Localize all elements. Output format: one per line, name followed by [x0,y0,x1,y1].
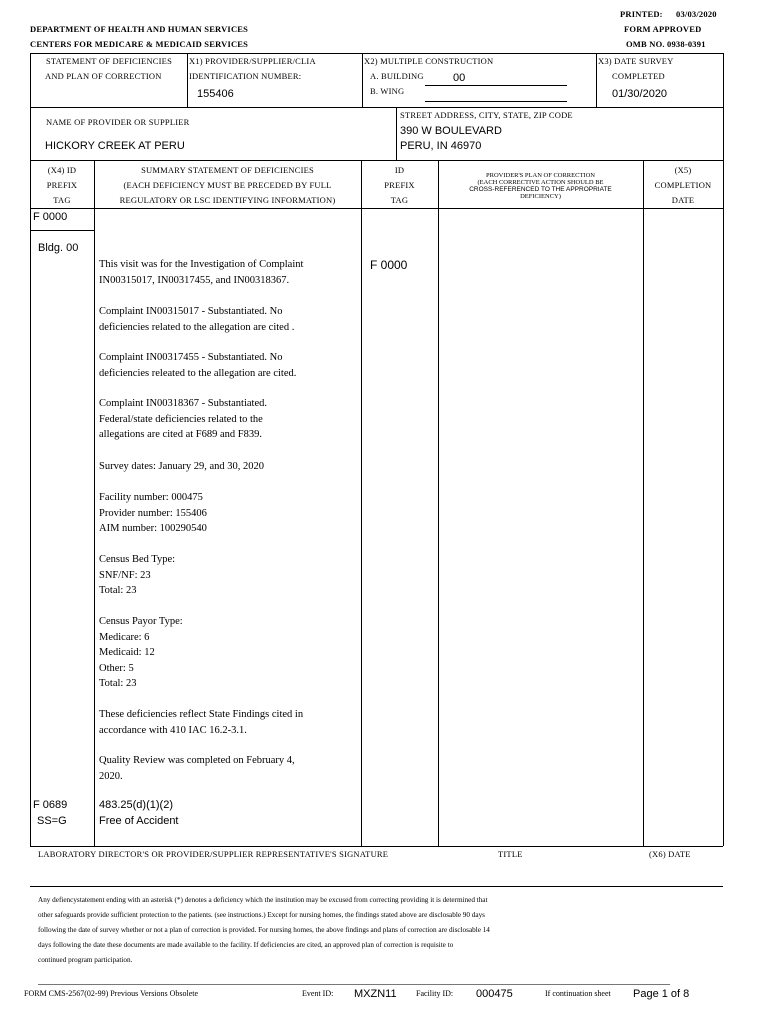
regulation-number: 483.25(d)(1)(2) [99,799,173,811]
column-header-bottom [30,208,723,209]
wing-label: B. WING [370,86,405,96]
divider [396,107,397,160]
facility-id-label: Facility ID: [416,989,454,998]
wing-underline [425,101,567,102]
grid-col-4 [643,160,644,846]
facility-id-value: 000475 [476,988,513,1000]
event-id-label: Event ID: [302,989,334,998]
director-signature-label: LABORATORY DIRECTOR'S OR PROVIDER/SUPPLIER REPRESENTATIVE'S SIGNATURE [38,849,389,859]
centers-title: CENTERS FOR MEDICARE & MEDICAID SERVICES [30,39,249,49]
finding-paragraph-8: Census Payor Type: Medicare: 6 Medicaid: 12 Other: 5 Total: 23 [99,616,183,689]
grid-right [723,160,724,846]
provider-box-bottom [30,160,723,161]
department-title: DEPARTMENT OF HEALTH AND HUMAN SERVICES [30,24,249,34]
top-box-border [30,53,723,54]
x5-header-2: COMPLETION [654,180,712,190]
x5-header-1: (X5) [674,165,692,175]
address-line-2: PERU, IN 46970 [400,140,482,152]
finding-paragraph-5: Survey dates: January 29, and 30, 2020 [99,461,265,472]
provider-name-value: HICKORY CREEK AT PERU [45,140,185,152]
top-box-border-bottom [30,107,723,108]
statement-label: STATEMENT OF DEFICIENCIES [46,56,173,66]
x1-label-2: IDENTIFICATION NUMBER: [189,71,302,81]
x2-label: X2) MULTIPLE CONSTRUCTION [364,56,494,66]
x1-label: X1) PROVIDER/SUPPLIER/CLIA [189,56,316,66]
grid-left [30,160,31,846]
printed-label: PRINTED: [620,9,663,19]
divider [187,53,188,107]
disclaimer-line-2: other safeguards provide sufficient protection to the patients. (see instructions.) Except for nursing homes, the findings stated above are disclosable 90 days [38,911,485,919]
page-number: Page 1 of 8 [633,988,690,1000]
summary-header-3: REGULATORY OR LSC IDENTIFYING INFORMATION) [119,195,336,205]
building-value: 00 [453,72,466,84]
finding-paragraph-6: Facility number: 000475 Provider number: 155406 AIM number: 100290540 [99,492,207,534]
finding-paragraph-4: Complaint IN00318367 - Substantiated. Federal/state deficiencies related to the allegations are cited at F689 and F839. [99,398,267,440]
plan-label: AND PLAN OF CORRECTION [45,71,162,81]
building-tag: Bldg. 00 [38,242,79,254]
finding-paragraph-7: Census Bed Type: SNF/NF: 23 Total: 23 [99,554,176,596]
divider [596,53,597,107]
form-number: FORM CMS-2567(02-99) Previous Versions Obsolete [24,989,199,998]
disclaimer-line-3: following the date of survey whether or not a plan of correction is provided. For nursing homes, the above findings and plans of correction are disclosable 14 [38,926,490,934]
provider-id-value: 155406 [197,88,234,100]
continuation-label: If continuation sheet [545,989,611,998]
printed-date: 03/03/2020 [676,9,717,19]
grid-col-3 [438,160,439,846]
divider [723,53,724,107]
address-line-1: 390 W BOULEVARD [400,125,502,137]
finding-paragraph-10: Quality Review was completed on February 4, 2020. [99,755,295,782]
summary-header-1: SUMMARY STATEMENT OF DEFICIENCIES [141,165,314,175]
footer-rule [38,984,670,985]
divider [30,53,31,107]
prefix-tag-1: F 0000 [33,211,68,223]
building-underline [425,85,567,86]
finding-paragraph-3: Complaint IN00317455 - Substantiated. No deficiencies releated to the allegation are cited. [99,352,297,379]
grid-bottom [30,846,723,847]
finding-paragraph-1: This visit was for the Investigation of Complaint IN00315017, IN00317455, and IN00318367. [99,259,304,286]
x4-header-2: PREFIX [46,180,78,190]
divider [30,107,31,160]
id-header-3: TAG [390,195,409,205]
regulation-title: Free of Accident [99,815,179,827]
signature-bottom-line [30,886,723,887]
survey-date-value: 01/30/2020 [612,88,668,100]
provider-name-label: NAME OF PROVIDER OR SUPPLIER [46,117,190,127]
tag-separator [30,230,94,231]
event-id-value: MXZN11 [354,988,397,1000]
omb-number: OMB NO. 0938-0391 [626,39,706,49]
plan-header-2: (EACH CORRECTIVE ACTION SHOULD BE [477,179,604,186]
grid-col-1 [94,160,95,846]
grid-col-2 [361,160,362,846]
scope-severity: SS=G [37,815,67,827]
x3-label: X3) DATE SURVEY [598,56,674,66]
id-prefix-tag-1: F 0000 [370,258,408,272]
disclaimer-line-4: days following the date these documents are made available to the facility. If deficiencies are cited, an approved plan of correction is requisite to [38,941,454,949]
prefix-tag-2: F 0689 [33,799,68,811]
title-label: TITLE [498,849,523,859]
building-label: A. BUILDING [370,71,424,81]
x4-header-3: TAG [53,195,71,205]
summary-header-2: (EACH DEFICIENCY MUST BE PRECEDED BY FULL [123,180,332,190]
finding-paragraph-2: Complaint IN00315017 - Substantiated. No deficiencies related to the allegation are cited . [99,306,295,333]
disclaimer-line-1: Any defiencystatement ending with an asterisk (*) denotes a deficiency which the institution may be excused from correcting providing it is determined that [38,896,488,904]
id-header-2: PREFIX [384,180,415,190]
divider [723,107,724,160]
address-label: STREET ADDRESS, CITY, STATE, ZIP CODE [400,110,573,120]
x4-header-1: (X4) ID [47,165,77,175]
disclaimer-line-5: continued program participation. [38,956,133,964]
divider [362,53,363,107]
plan-header-1: PROVIDER'S PLAN OF CORRECTION [486,172,595,179]
plan-header-4: DEFICIENCY) [520,193,561,200]
id-header-1: ID [394,165,405,175]
form-approved: FORM APPROVED [624,24,702,34]
plan-header-3: CROSS-REFERENCED TO THE APPROPRIATE [469,186,612,193]
finding-paragraph-9: These deficiencies reflect State Findings cited in accordance with 410 IAC 16.2-3.1. [99,709,304,736]
signature-date-label: (X6) DATE [649,849,691,859]
x3-completed-label: COMPLETED [612,71,665,81]
x5-header-3: DATE [671,195,695,205]
